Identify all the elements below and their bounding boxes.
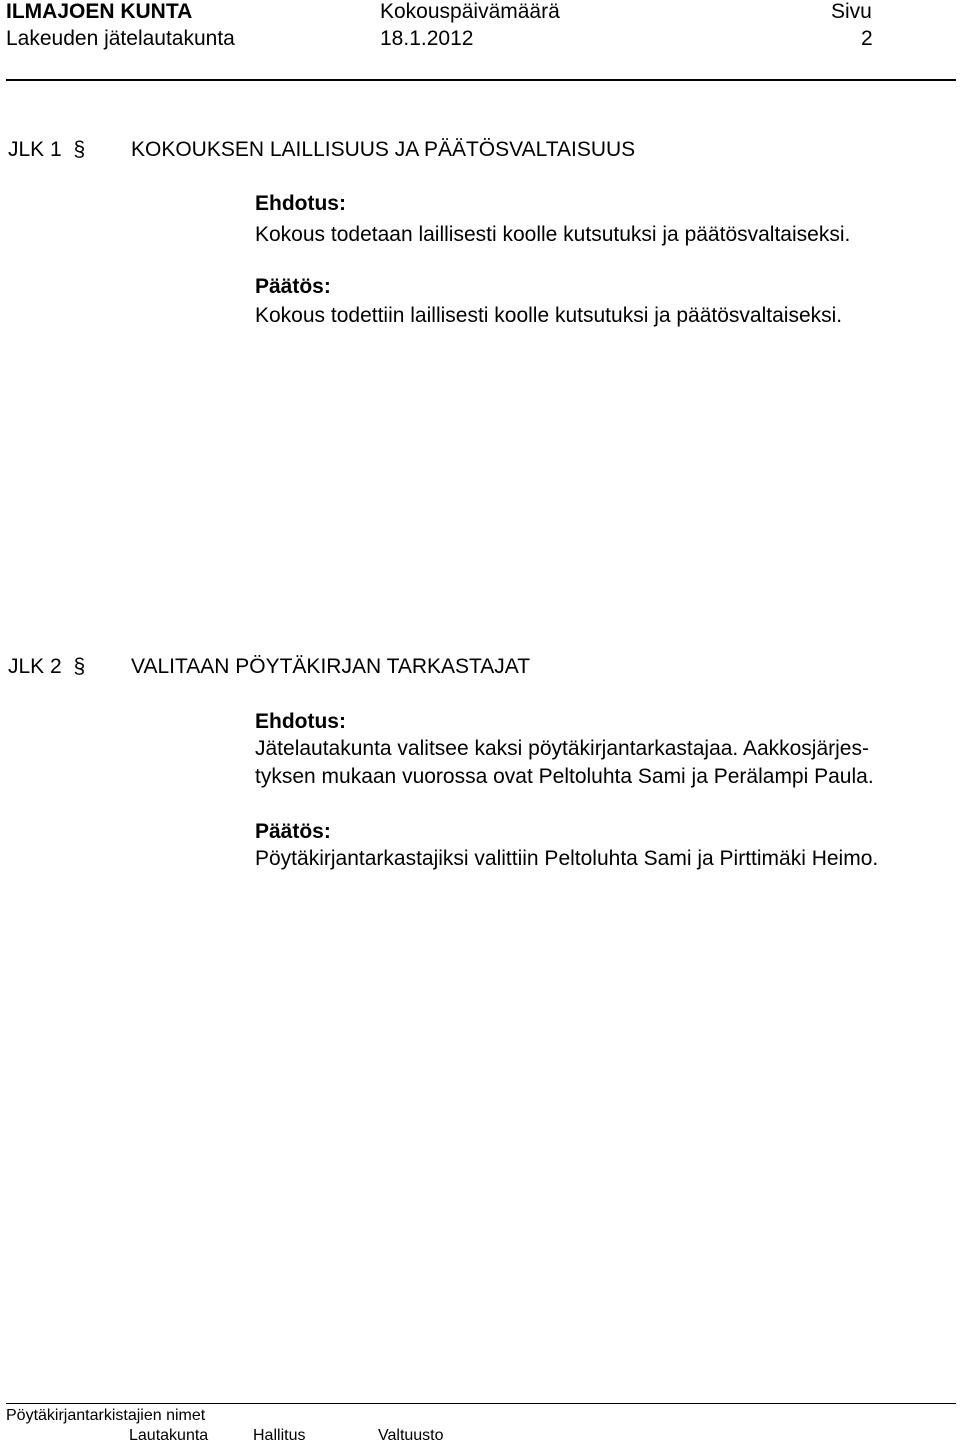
footer-column-council: Valtuusto [378, 1427, 444, 1444]
section-title: KOKOUKSEN LAILLISUUS JA PÄÄTÖSVALTAISUUS [131, 138, 636, 161]
signatures-label: Pöytäkirjantarkistajien nimet [6, 1407, 206, 1424]
decision-label: Päätös: [255, 275, 331, 298]
proposal-text-line: Kokous todetaan laillisesti koolle kutsutuksi ja päätösvaltaiseksi. [255, 223, 851, 246]
board-name: Lakeuden jätelautakunta [6, 27, 235, 50]
section-symbol: § [73, 655, 86, 678]
meeting-date-label: Kokouspäivämäärä [380, 0, 560, 23]
section-symbol: § [73, 138, 86, 161]
proposal-text-line: tyksen mukaan vuorossa ovat Peltoluhta Sami ja Perälampi Paula. [255, 765, 874, 788]
proposal-text-line: Jätelautakunta valitsee kaksi pöytäkirjantarkastajaa. Aakkosjärjes- [255, 737, 869, 760]
decision-text-line: Kokous todettiin laillisesti koolle kutsutuksi ja päätösvaltaiseksi. [255, 304, 843, 327]
footer-divider [6, 1403, 956, 1404]
proposal-label: Ehdotus: [255, 192, 346, 215]
page-number: 2 [861, 27, 873, 50]
section-id: JLK 1 § [8, 138, 86, 161]
header-divider [6, 79, 956, 81]
footer-column-government: Hallitus [253, 1427, 306, 1444]
decision-text-line: Pöytäkirjantarkastajiksi valittiin Peltoluhta Sami ja Pirttimäki Heimo. [255, 847, 879, 870]
footer-column-board: Lautakunta [129, 1427, 209, 1444]
proposal-label: Ehdotus: [255, 710, 346, 733]
page-label: Sivu [831, 0, 872, 23]
section-title: VALITAAN PÖYTÄKIRJAN TARKASTAJAT [131, 655, 531, 678]
municipality-name: ILMAJOEN KUNTA [6, 0, 193, 23]
decision-label: Päätös: [255, 820, 331, 843]
meeting-date: 18.1.2012 [380, 27, 474, 50]
section-id: JLK 2 § [8, 655, 86, 678]
